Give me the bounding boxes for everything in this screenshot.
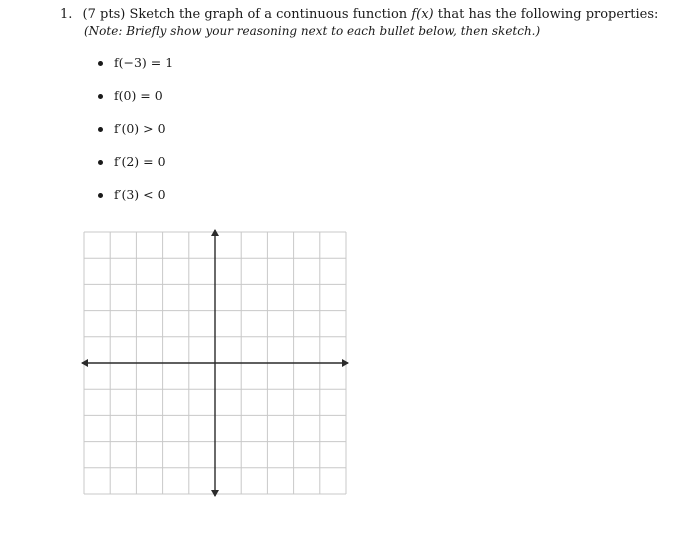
property-expression: f(−3) = 1 (114, 55, 174, 70)
property-list (98, 55, 173, 220)
problem-statement (60, 7, 658, 22)
property-item (98, 55, 173, 88)
axes (81, 229, 349, 497)
problem-note: (Note: Briefly show your reasoning next to each bullet below, then sketch.) (84, 24, 541, 38)
property-item (98, 154, 173, 187)
bullet-icon (98, 193, 103, 198)
sketch-grid[interactable] (80, 228, 352, 500)
property-item (98, 88, 173, 121)
bullet-icon (98, 160, 103, 165)
bullet-icon (98, 61, 103, 66)
property-expression: f′(0) > 0 (114, 121, 166, 136)
property-item (98, 187, 173, 220)
prompt-before: Sketch the graph of a continuous function (129, 7, 408, 22)
problem-number: 1. (60, 7, 73, 22)
graph-paper[interactable] (80, 228, 352, 500)
property-expression: f(0) = 0 (114, 88, 163, 103)
prompt-after: that has the following properties: (437, 7, 659, 22)
function-symbol: f(x) (411, 7, 434, 22)
property-expression: f′(2) = 0 (114, 154, 166, 169)
bullet-icon (98, 94, 103, 99)
bullet-icon (98, 127, 103, 132)
property-expression: f′(3) < 0 (114, 187, 166, 202)
property-item (98, 121, 173, 154)
problem-points: (7 pts) (82, 7, 126, 22)
